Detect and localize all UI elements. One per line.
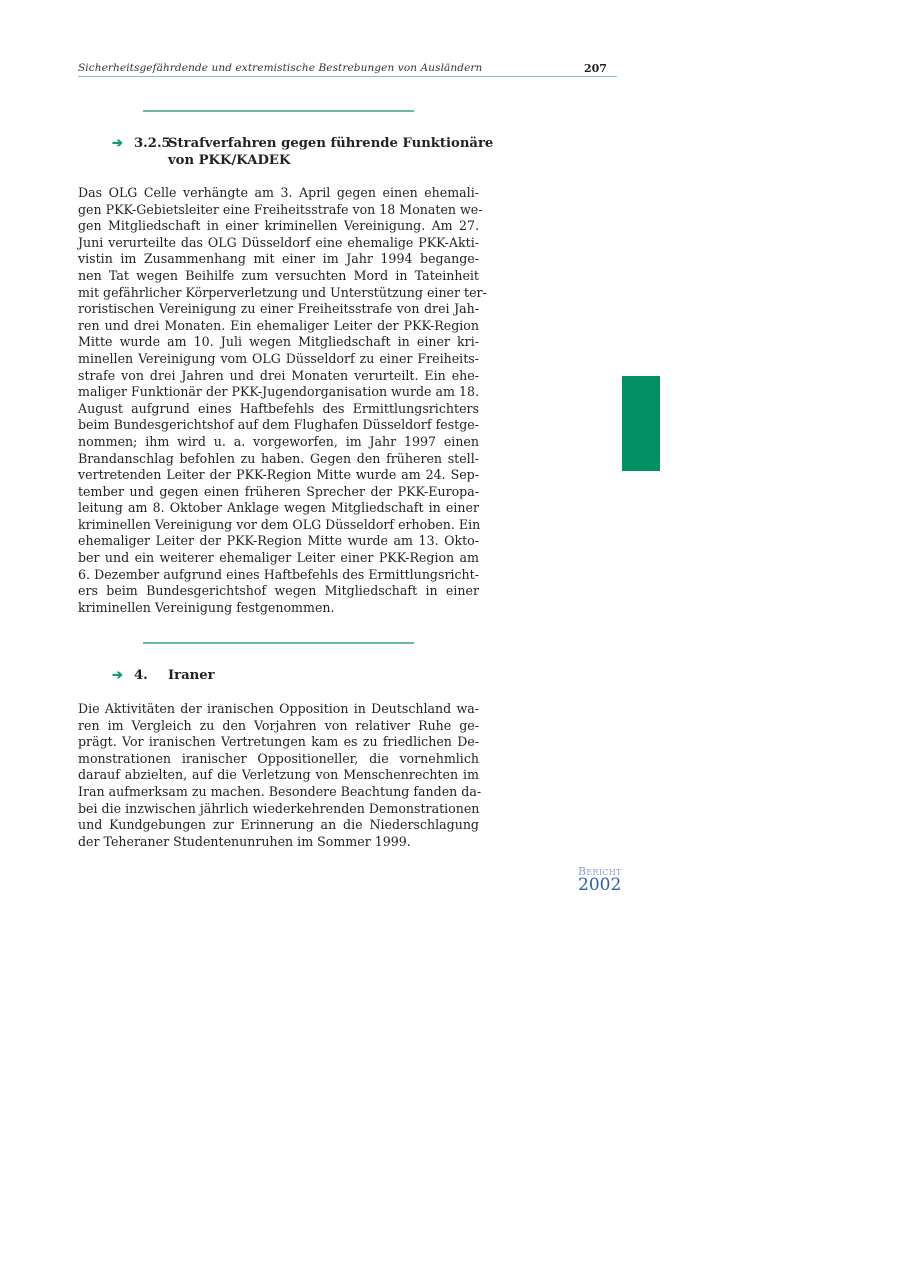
text-line: Brandanschlag befohlen zu haben. Gegen den früheren stell-	[78, 450, 479, 466]
section-title: Iraner	[168, 668, 215, 683]
text-line: beim Bundesgerichtshof auf dem Flughafen Düsseldorf festge-	[78, 417, 479, 433]
text-line: tember und gegen einen früheren Sprecher der PKK-Europa-	[78, 483, 479, 499]
logo-word: Bericht	[578, 865, 622, 878]
text-line: ehemaliger Leiter der PKK-Region Mitte wurde am 13. Okto-	[78, 533, 479, 549]
report-logo	[578, 866, 622, 894]
text-line: kriminellen Vereinigung vor dem OLG Düsseldorf erhoben. Ein	[78, 516, 481, 532]
logo-year: 2002	[578, 875, 622, 895]
text-line: August aufgrund eines Haftbefehls des Ermittlungsrichters	[78, 400, 479, 416]
text-line: ers beim Bundesgerichtshof wegen Mitgliedschaft in einer	[78, 583, 479, 599]
text-line: 6. Dezember aufgrund eines Haftbefehls des Ermittlungsricht-	[78, 566, 479, 582]
text-line: Das OLG Celle verhängte am 3. April gegen einen ehemali-	[78, 185, 479, 200]
text-line: leitung am 8. Oktober Anklage wegen Mitgliedschaft in einer	[78, 500, 479, 516]
text-line: ren und drei Monaten. Ein ehemaliger Leiter der PKK-Region	[78, 317, 479, 333]
text-line: Die Aktivitäten der iranischen Opposition in Deutschland wa-	[78, 701, 479, 716]
section-title-line1: Strafverfahren gegen führende Funktionäre	[168, 136, 494, 151]
text-line: mit gefährlicher Körperverletzung und Unterstützung einer ter-	[78, 284, 487, 300]
text-line: und Kundgebungen zur Erinnerung an die Niederschlagung	[78, 817, 479, 833]
text-line: Juni verurteilte das OLG Düsseldorf eine ehemalige PKK-Akti-	[78, 234, 479, 250]
text-line: ber und ein weiterer ehemaliger Leiter einer PKK-Region am	[78, 550, 479, 566]
text-line: darauf abzielten, auf die Verletzung von Menschenrechten im	[78, 767, 479, 783]
text-line: strafe von drei Jahren und drei Monaten verurteilt. Ein ehe-	[78, 367, 479, 383]
text-line: ren im Vergleich zu den Vorjahren von relativer Ruhe ge-	[78, 717, 479, 733]
section-divider	[143, 110, 414, 112]
page-number: 207	[584, 62, 607, 75]
text-line: gen PKK-Gebietsleiter eine Freiheitsstrafe von 18 Monaten we-	[78, 201, 483, 217]
text-line: monstrationen iranischer Oppositioneller, die vornehmlich	[78, 750, 479, 766]
running-head: Sicherheitsgefährdende und extremistische Bestrebungen von Ausländern	[78, 62, 483, 74]
text-line: nommen; ihm wird u. a. vorgeworfen, im Jahr 1997 einen	[78, 433, 479, 449]
chapter-tab-marker	[622, 376, 660, 471]
text-line: kriminellen Vereinigung festgenommen.	[78, 599, 335, 615]
text-line: nen Tat wegen Beihilfe zum versuchten Mord in Tateinheit	[78, 267, 479, 283]
text-line: roristischen Vereinigung zu einer Freiheitsstrafe von drei Jah-	[78, 301, 479, 317]
text-line: gen Mitgliedschaft in einer kriminellen Vereinigung. Am 27.	[78, 218, 479, 234]
text-line: Iran aufmerksam zu machen. Besondere Beachtung fanden da-	[78, 783, 482, 799]
text-line: prägt. Vor iranischen Vertretungen kam es zu friedlichen De-	[78, 734, 479, 750]
text-line: minellen Vereinigung vom OLG Düsseldorf zu einer Freiheits-	[78, 350, 479, 366]
text-line: Mitte wurde am 10. Juli wegen Mitgliedschaft in einer kri-	[78, 334, 479, 350]
body-paragraph	[78, 701, 482, 850]
text-line: vertretenden Leiter der PKK-Region Mitte wurde am 24. Sep-	[78, 467, 479, 483]
section-number: 4.	[134, 668, 148, 683]
text-line: vistin im Zusammenhang mit einer im Jahr 1994 begange-	[78, 251, 479, 267]
section-divider	[143, 642, 414, 644]
section-number: 3.2.5	[134, 136, 171, 151]
text-line: bei die inzwischen jährlich wiederkehrenden Demonstrationen	[78, 800, 480, 816]
section-title-line2: von PKK/KADEK	[168, 153, 291, 168]
arrow-right-icon: ➔	[112, 136, 123, 151]
body-paragraph	[78, 185, 487, 616]
header-divider	[78, 76, 617, 77]
text-line: maliger Funktionär der PKK-Jugendorganisation wurde am 18.	[78, 384, 479, 400]
text-line: der Teheraner Studentenunruhen im Sommer 1999.	[78, 833, 411, 849]
arrow-right-icon: ➔	[112, 668, 123, 683]
